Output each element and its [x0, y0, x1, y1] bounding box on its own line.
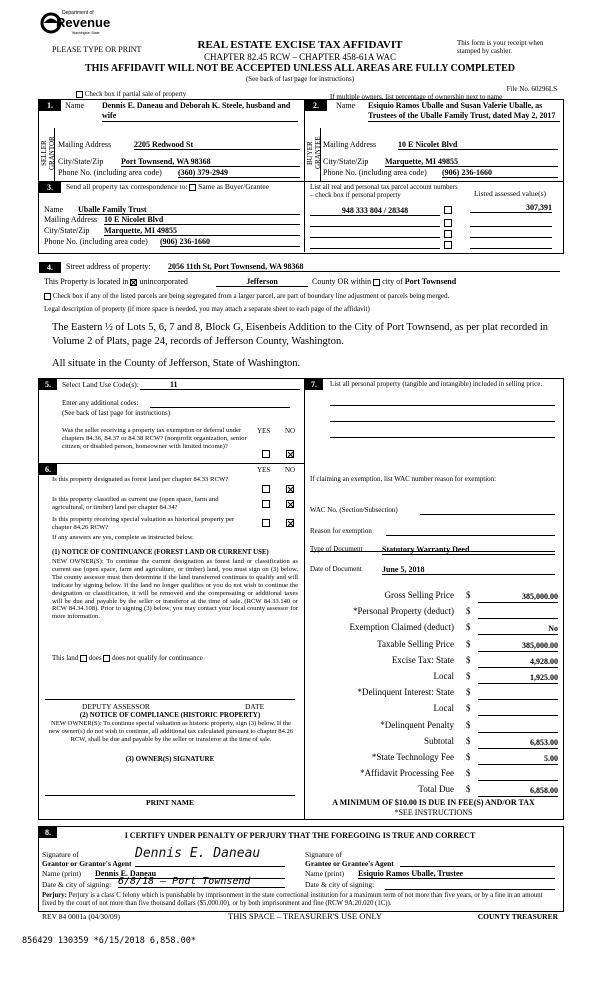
form-revision: REV 84 0001a (04/30/09)	[42, 912, 120, 921]
land-use-no-header: NO	[285, 427, 296, 435]
located-in-line: This Property is located in unincorporated	[44, 277, 188, 286]
historic-yes-checkbox[interactable]	[262, 519, 270, 527]
seller-phone: (360) 379-2949	[178, 168, 300, 178]
calc-label: *Delinquent Penalty	[380, 720, 454, 730]
calc-dollar-sign: $	[466, 752, 471, 762]
deputy-date-label: DATE	[245, 702, 265, 711]
seller-city-label: City/State/Zip	[58, 157, 104, 166]
grantor-date-label: Date & city of signing:	[42, 880, 112, 889]
seller-side-label: SELLER GRANTOR	[40, 136, 56, 170]
calc-value: 385,000.00	[478, 640, 558, 652]
same-as-buyer-label: Same as Buyer/Grantee	[198, 182, 269, 191]
current-use-no-checkbox[interactable]	[286, 500, 294, 508]
grantor-name-label: Name (print)	[42, 869, 81, 878]
land-use-yes-header: YES	[257, 427, 271, 435]
exemption-wac-label: If claiming an exemption, list WAC number reason for exemption:	[310, 475, 497, 483]
corr-name-label: Name	[44, 205, 64, 214]
if-yes-note: If any answers are yes, complete as instructed below.	[52, 534, 194, 541]
wac-number-label: WAC No. (Section/Subsection)	[310, 506, 398, 514]
buyer-phone-label: Phone No. (including area code)	[323, 168, 427, 177]
s6-no-header: NO	[285, 466, 296, 474]
seller-name-label: Name	[65, 101, 85, 110]
segregated-line: Check box if any of the listed parcels are being segregated from a larger parcel, are part of boundary line adjustment or parcels being merged.	[44, 292, 449, 300]
calc-dollar-sign: $	[466, 590, 471, 600]
certify-statement: I CERTIFY UNDER PENALTY OF PERJURY THAT THE FOREGOING IS TRUE AND CORRECT	[124, 831, 476, 840]
calc-dollar-sign: $	[466, 784, 471, 794]
forest-no-checkbox[interactable]	[286, 485, 294, 493]
calc-value	[478, 721, 558, 733]
county-treasurer-label: COUNTY TREASURER	[477, 912, 558, 921]
seller-mailing-label: Mailing Address	[58, 140, 112, 149]
calc-value: 5.00	[478, 753, 558, 765]
logo-sub-text: Washington State	[72, 31, 100, 35]
buyer-side-label: BUYER GRANTEE	[306, 136, 322, 170]
personal-property-label: List all personal property (tangible and intangible) included in selling price.	[330, 380, 543, 388]
calc-label: *Affidavit Processing Fee	[360, 768, 454, 778]
land-use-label: Select Land Use Code(s):	[62, 380, 139, 389]
same-as-buyer-checkbox[interactable]	[189, 184, 196, 191]
calc-value	[478, 607, 558, 619]
calc-label: Local	[433, 703, 454, 713]
calc-dollar-sign: $	[466, 622, 471, 632]
city-of-checkbox[interactable]	[373, 279, 380, 286]
additional-codes-label: Enter any additional codes:	[62, 399, 139, 407]
calc-label: Local	[433, 671, 454, 681]
corr-phone: (906) 236-1660	[160, 237, 300, 247]
section-1-number: 1.	[39, 100, 61, 111]
grantor-sig-label: Signature of Grantor or Grantor's Agent	[42, 850, 132, 868]
exemption-no-checkbox[interactable]	[286, 450, 294, 458]
corr-city-label: City/State/Zip	[44, 226, 90, 235]
doc-type-label: Type of Document	[310, 545, 363, 553]
see-back-note: (See back of last page for instructions)	[245, 75, 355, 83]
county-value: Jefferson	[216, 277, 308, 287]
segregated-checkbox[interactable]	[44, 293, 51, 300]
city-value: Port Townsend	[404, 277, 457, 286]
calc-dollar-sign: $	[466, 639, 471, 649]
calc-label: Gross Selling Price	[384, 590, 454, 600]
perjury-statement: Perjury: Perjury is a class C felony which is punishable by imprisonment in the state correctional institution for a maximum term of not more than five years, or by a fine in an amount fixed by the court of not more than five thousand dollars ($5,000.00), or by both imprisonment and fine (RCW 9A.20.020 (1C)).	[42, 892, 543, 907]
partial-sale-label: Check box if partial sale of property	[84, 90, 187, 98]
multiple-owners-note: If multiple owners, list percentage of ownership next to name	[330, 93, 503, 101]
receipt-note: This form is your receipt when stamped by cashier.	[457, 39, 544, 55]
treasurer-space-label: THIS SPACE – TREASURER'S USE ONLY	[228, 911, 382, 921]
notice-2-body: NEW OWNER(S): To continue special valuation as historic property, sign (3) below. If the new owner(s) do not wish to continue, all additional tax calculated pursuant to chapter 84.26 RCW, shall be due and payable by the seller or transferor at the time of sale.	[48, 720, 294, 743]
calc-value	[478, 769, 558, 781]
notice-1-body: NEW OWNER(S): To continue the current designation as forest land or classification as current use (open space, farm and agriculture, or timber) land, you must sign on (3) below. The county assessor must then determine if the land transferred continues to qualify and will indicate by signing below. If the land no longer qualifies or you do not wish to continue the designation or classification, it will be removed and the compensating or additional taxes will be due and payable by the seller or transferor at the time of sale. (RCW 84.33.140 or RCW 84.34.108). Prior to signing (3) below, you may contact your local county assessor for more information.	[52, 558, 298, 621]
grantee-name-label: Name (print)	[305, 869, 344, 878]
section-7-number: 7.	[305, 379, 323, 390]
personal-property-checkbox-4[interactable]	[444, 241, 452, 249]
doc-type: Statutory Warranty Deed	[382, 545, 555, 555]
continuance-line: This land does does not qualify for continuance	[52, 654, 203, 662]
personal-property-checkbox-2[interactable]	[444, 219, 452, 227]
seller-phone-label: Phone No. (including area code)	[58, 168, 162, 177]
calc-dollar-sign: $	[466, 703, 471, 713]
calc-label: *State Technology Fee	[371, 752, 454, 762]
calc-value: 4,928.00	[478, 656, 558, 668]
type-or-print: PLEASE TYPE OR PRINT	[52, 45, 142, 54]
section-5-number: 5.	[39, 379, 57, 390]
calc-label: Excise Tax: State	[391, 655, 454, 665]
seller-city: Port Townsend, WA 98368	[121, 157, 300, 167]
grantor-name: Dennis E. Daneau	[95, 869, 285, 879]
buyer-city-label: City/State/Zip	[323, 157, 369, 166]
partial-sale-check[interactable]	[76, 90, 186, 98]
grantor-signature: Dennis E. Daneau	[135, 846, 261, 861]
calc-label: *Delinquent Interest: State	[357, 687, 454, 697]
land-use-code: 11	[140, 380, 300, 390]
calc-dollar-sign: $	[466, 720, 471, 730]
legal-situate: All situate in the County of Jefferson, State of Washington.	[52, 358, 301, 369]
see-instructions-note: *SEE INSTRUCTIONS	[394, 808, 473, 817]
calc-dollar-sign: $	[466, 687, 471, 697]
corr-city: Marquette, MI 49855	[104, 226, 300, 236]
forest-land-question: Is this property designated as forest land per chapter 84.33 RCW?	[52, 476, 229, 483]
exemption-question: Was the seller receiving a property tax exemption or deferral under chapters 84.36, 84.37 or 84.38 RCW? (nonprofit organization, senior citizen, or disabled person, homeowner with limited income)?	[62, 427, 247, 450]
s6-yes-header: YES	[257, 466, 271, 474]
section-3-number: 3.	[39, 182, 61, 193]
historic-no-checkbox[interactable]	[286, 519, 294, 527]
grantee-name: Esiquio Ramos Uballe, Trustee	[358, 869, 555, 879]
seller-mailing: 2205 Redwood St	[134, 140, 300, 150]
partial-sale-checkbox[interactable]	[76, 91, 83, 98]
seller-name: Dennis E. Daneau and Deborah K. Steele, husband and wife	[102, 101, 298, 122]
buyer-name: Esiquio Ramos Uballe and Susan Valerie Uballe, as Trustees of the Uballe Family Trust, dated May 2, 2017	[368, 101, 560, 122]
treasurer-stamp: 856429 130359 *6/15/2018 6,858.00*	[22, 936, 196, 946]
section-6-number: 6.	[39, 464, 57, 475]
minimum-due-note: A MINIMUM OF $10.00 IS DUE IN FEE(S) AND/OR TAX	[332, 798, 535, 807]
calc-value: 6,858.00	[478, 785, 558, 797]
dor-logo	[40, 10, 110, 42]
file-number: File No. 60296LS	[506, 85, 557, 93]
section-8-number: 8.	[39, 827, 57, 838]
logo-main-text: Revenue	[56, 15, 111, 30]
grantee-sig-label: Signature of Grantee or Grantee's Agent	[305, 850, 394, 868]
correspondence-label: Send all property tax correspondence to: Same as Buyer/Grantee	[66, 182, 269, 191]
owner-signature-label: (3) OWNER(S) SIGNATURE	[125, 755, 215, 763]
notice-2-title: (2) NOTICE OF COMPLIANCE (HISTORIC PROPERTY)	[79, 711, 261, 719]
calc-label: Exemption Claimed (deduct)	[349, 622, 454, 632]
historic-question: Is this property receiving special valuation as historical property per chapter 84.26 RCW?	[52, 516, 235, 531]
legal-label: Legal description of property (if more space is needed, you may attach a separate sheet to each page of the affidavit)	[44, 305, 370, 313]
calc-dollar-sign: $	[466, 655, 471, 665]
calc-label: Total Due	[418, 784, 454, 794]
corr-mailing-label: Mailing Address	[44, 215, 98, 224]
street-label: Street address of property:	[66, 262, 151, 271]
buyer-city: Marquette, MI 49855	[385, 157, 558, 167]
doc-date-label: Date of Document	[310, 565, 362, 573]
buyer-mailing-label: Mailing Address	[323, 140, 377, 149]
buyer-mailing: 10 E Nicolet Blvd	[398, 140, 558, 150]
logo-top-text: Department of	[62, 10, 94, 16]
parcel-number: 948 333 804 / 28348	[310, 206, 440, 216]
calc-value	[478, 688, 558, 700]
exemption-yes-checkbox[interactable]	[262, 450, 270, 458]
grantee-date-label: Date & city of signing:	[305, 880, 375, 889]
calc-value: 1,925.00	[478, 672, 558, 684]
calc-value	[478, 704, 558, 716]
form-chapter: CHAPTER 82.45 RCW – CHAPTER 458-61A WAC	[204, 52, 396, 62]
current-use-question: Is this property classified as current use (open space, farm and agricultural, or timber) land per chapter 84.34?	[52, 496, 219, 511]
grantor-date: 6/8/18 – Port Townsend	[118, 876, 285, 888]
section-2-number: 2.	[305, 100, 327, 111]
calc-dollar-sign: $	[466, 606, 471, 616]
city-line: County OR within city of Port Townsend	[312, 277, 457, 286]
assessed-label: Listed assessed value(s)	[473, 189, 547, 198]
calc-label: *Personal Property (deduct)	[353, 606, 454, 616]
buyer-name-label: Name	[336, 101, 356, 110]
calc-label: Taxable Selling Price	[377, 639, 454, 649]
calc-dollar-sign: $	[466, 736, 471, 746]
calc-value: 385,000.00	[478, 591, 558, 603]
section-4-number: 4.	[39, 262, 61, 273]
corr-mailing: 10 E Nicolet Blvd	[104, 215, 300, 225]
calc-label: Subtotal	[423, 736, 454, 746]
buyer-phone: (906) 236-1660	[442, 168, 558, 178]
current-use-yes-checkbox[interactable]	[262, 500, 270, 508]
corr-phone-label: Phone No. (including area code)	[44, 237, 148, 246]
forest-yes-checkbox[interactable]	[262, 485, 270, 493]
form-warning: THIS AFFIDAVIT WILL NOT BE ACCEPTED UNLESS ALL AREAS ARE FULLY COMPLETED	[84, 63, 516, 74]
deputy-assessor-label: DEPUTY ASSESSOR	[82, 702, 150, 711]
personal-property-checkbox-3[interactable]	[444, 230, 452, 238]
personal-property-checkbox-1[interactable]	[444, 206, 452, 214]
calc-value: 6,853.00	[478, 737, 558, 749]
does-qualify-checkbox[interactable]	[80, 655, 87, 662]
calc-dollar-sign: $	[466, 768, 471, 778]
calc-value: No	[478, 623, 558, 635]
does-not-qualify-checkbox[interactable]	[103, 655, 110, 662]
print-name-label: PRINT NAME	[146, 798, 194, 807]
doc-date: June 5, 2018	[382, 565, 555, 575]
exemption-reason-label: Reason for exemption	[310, 527, 372, 535]
street-address: 2056 11th St, Port Townsend, WA 98368	[168, 262, 560, 272]
legal-description: The Eastern ½ of Lots 5, 6, 7 and 8, Block G, Eisenbeis Addition to the City of Port Townsend, as per plat recorded in Volume 2 of Plats, page 24, records of Jefferson County, Washington.	[52, 322, 548, 347]
form-title: REAL ESTATE EXCISE TAX AFFIDAVIT	[197, 39, 403, 51]
land-use-see-back: (See back of last page for instructions)	[62, 409, 171, 417]
unincorporated-checkbox[interactable]	[130, 279, 137, 286]
assessed-value: 307,391	[470, 203, 552, 213]
parcel-label: List all real and personal tax parcel account numbers – check box if personal property	[310, 183, 458, 199]
calc-dollar-sign: $	[466, 671, 471, 681]
notice-1-title: (1) NOTICE OF CONTINUANCE (FOREST LAND OR CURRENT USE)	[52, 549, 269, 556]
corr-name: Uballe Family Trust	[78, 205, 300, 215]
